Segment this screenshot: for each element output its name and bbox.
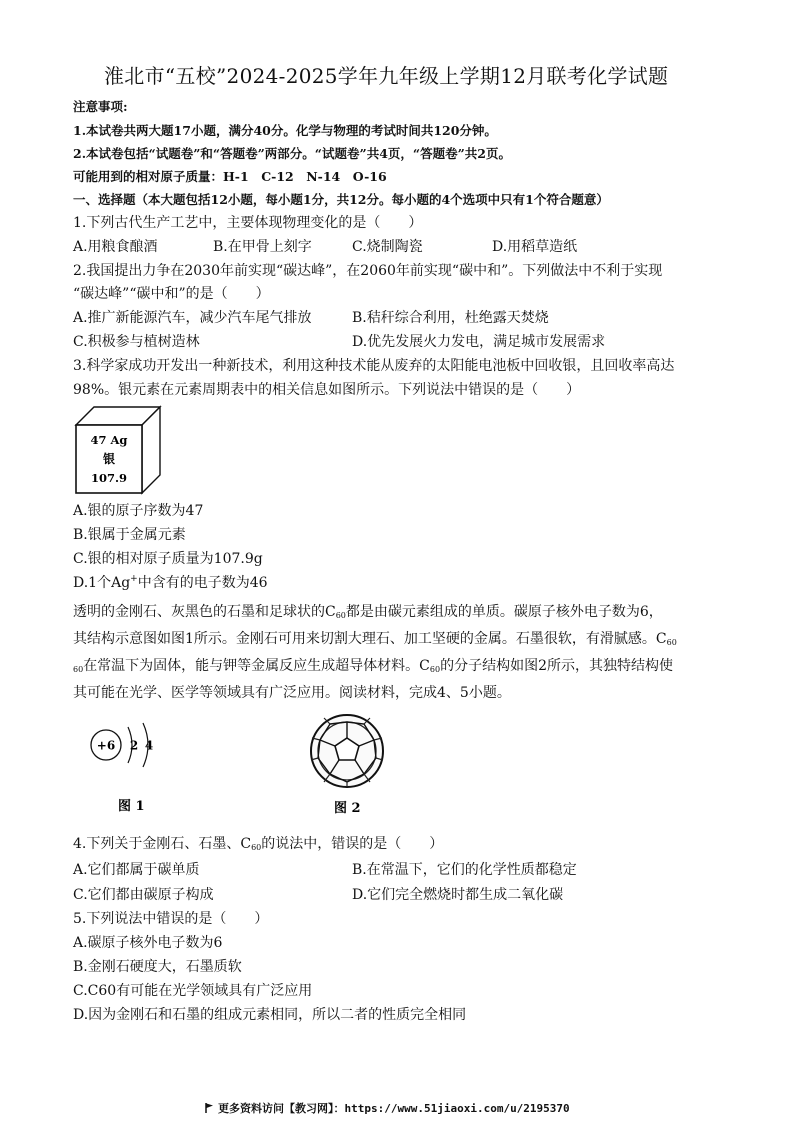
q1-option-b: B.在甲骨上刻字 xyxy=(213,239,312,255)
q2-option-c: C.积极参与植树造林 xyxy=(73,334,200,350)
q3-stem-line2: 98%。银元素在元素周期表中的相关信息如图所示。下列说法中错误的是（ ） xyxy=(73,382,581,398)
atomic-masses: 可能用到的相对原子质量：H-1 C-12 N-14 O-16 xyxy=(73,169,387,184)
flag-icon xyxy=(205,1103,214,1113)
q5-stem: 5.下列说法中错误的是（ ） xyxy=(73,911,269,927)
q4-stem: 4.下列关于金刚石、石墨、$C_{60}$的说法中，错误的是（ ） xyxy=(73,836,444,852)
element-mass: 107.9 xyxy=(90,471,128,485)
notice-heading: 注意事项: xyxy=(73,99,128,114)
svg-text:2: 2 xyxy=(129,738,139,753)
svg-text:+6: +6 xyxy=(96,738,116,753)
q1-option-c: C.烧制陶瓷 xyxy=(352,239,423,255)
q5-option-c: C.C60有可能在光学领域具有广泛应用 xyxy=(73,983,313,999)
q3-option-c: C.银的相对原子质量为107.9g xyxy=(73,551,263,567)
notice-item-1: 1.本试卷共两大题17小题，满分40分。化学与物理的考试时间共120分钟。 xyxy=(73,123,497,138)
figure-2-caption: 图 2 xyxy=(334,801,361,816)
notice-item-2: 2.本试卷包括“试题卷”和“答题卷”两部分。“试题卷”共4页，“答题卷”共2页。 xyxy=(73,146,511,161)
q4-option-d: D.它们完全燃烧时都生成二氧化碳 xyxy=(352,887,564,903)
carbon-atom-diagram xyxy=(84,718,174,816)
q1-option-d: D.用稻草造纸 xyxy=(492,239,578,255)
q1-option-a: A.用粮食酿酒 xyxy=(73,239,158,255)
element-number-symbol: 47 Ag xyxy=(90,433,128,447)
q3-option-b: B.银属于金属元素 xyxy=(73,527,186,543)
q3-option-a: A.银的原子序数为47 xyxy=(73,503,204,519)
passage-line3: $_{60}$在常温下为固体，能与钾等金属反应生成超导体材料。$C_{60}$的分子结构如图2所示，其独特结构使 xyxy=(73,658,673,674)
q2-option-b: B.秸秆综合利用，杜绝露天焚烧 xyxy=(352,310,549,326)
svg-text:4: 4 xyxy=(144,738,154,753)
q4-option-c: C.它们都由碳原子构成 xyxy=(73,887,214,903)
c60-molecule-diagram xyxy=(300,712,410,818)
figure-1-caption: 图 1 xyxy=(118,799,145,814)
q3-option-d: D.1个Ag+中含有的电子数为46 xyxy=(73,574,268,591)
exam-title: 淮北市“五校”2024-2025学年九年级上学期12月联考化学试题 xyxy=(104,64,669,88)
footer-link[interactable]: 更多资料访问【教习网】：https://www.51jiaoxi.com/u/2195370 xyxy=(205,1100,570,1116)
q5-option-d: D.因为金刚石和石墨的组成元素相同，所以二者的性质完全相同 xyxy=(73,1007,467,1023)
q2-stem-line2: “碳达峰”“碳中和”的是（ ） xyxy=(73,286,270,302)
passage-line4: 其可能在光学、医学等领域具有广泛应用。阅读材料，完成4、5小题。 xyxy=(73,685,511,701)
passage-line1: 透明的金刚石、灰黑色的石墨和足球状的$C_{60}$都是由碳元素组成的单质。碳原子核外电子数为6， xyxy=(73,604,663,620)
silver-element-cell xyxy=(74,405,164,495)
q2-stem-line1: 2.我国提出力争在2030年前实现“碳达峰”，在2060年前实现“碳中和”。下列做法中不利于实现 xyxy=(73,263,663,279)
q5-option-b: B.金刚石硬度大，石墨质软 xyxy=(73,959,242,975)
q3-stem-line1: 3.科学家成功开发出一种新技术，利用这种技术能从废弃的太阳能电池板中回收银，且回收率高达 xyxy=(73,358,675,374)
q1-stem: 1.下列古代生产工艺中，主要体现物理变化的是（ ） xyxy=(73,215,423,231)
section-heading: 一、选择题（本大题包括12小题，每小题1分，共12分。每小题的4个选项中只有1个符合题意） xyxy=(73,192,609,207)
q2-option-a: A.推广新能源汽车，减少汽车尾气排放 xyxy=(73,310,312,326)
element-name: 银 xyxy=(102,452,116,466)
q4-option-b: B.在常温下，它们的化学性质都稳定 xyxy=(352,862,577,878)
q4-option-a: A.它们都属于碳单质 xyxy=(73,862,200,878)
passage-line2: 其结构示意图如图1所示。金刚石可用来切割大理石、加工坚硬的金属。石墨很软，有滑腻感。$C_{60}$ xyxy=(73,631,677,647)
q2-option-d: D.优先发展火力发电，满足城市发展需求 xyxy=(352,334,606,350)
q5-option-a: A.碳原子核外电子数为6 xyxy=(73,935,223,951)
